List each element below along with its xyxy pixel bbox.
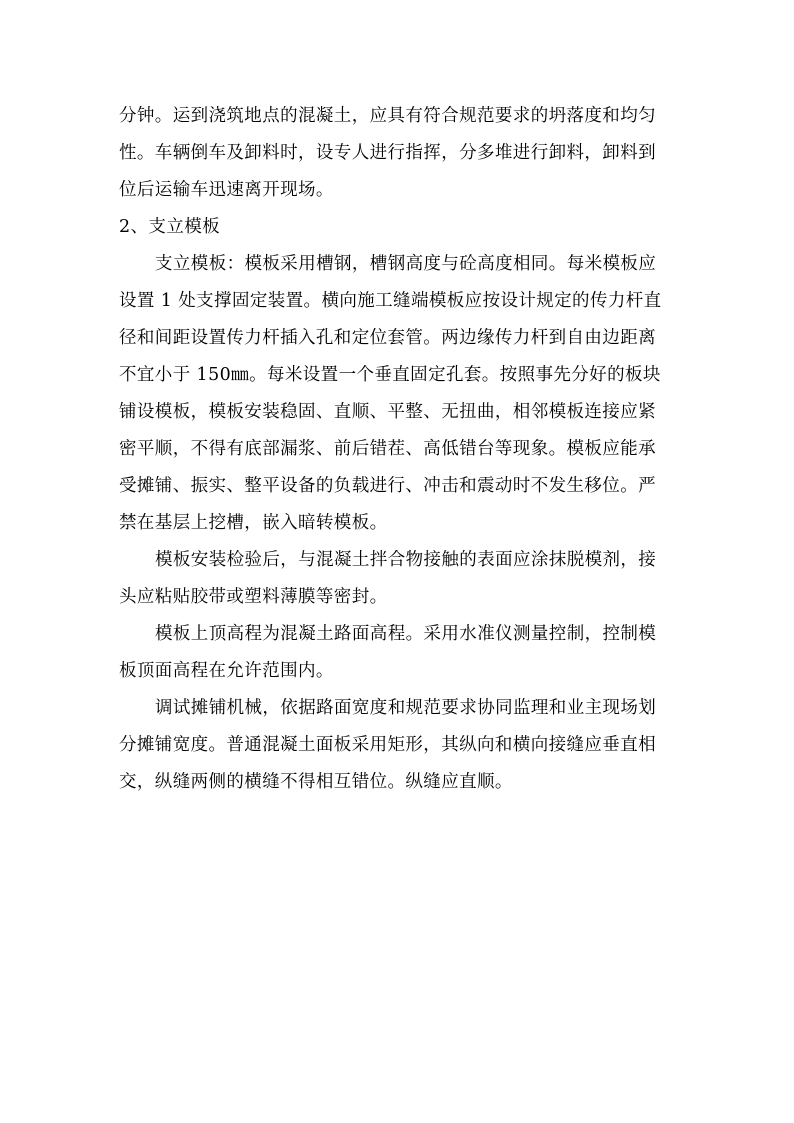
text-line: 设置 1 处支撑固定装置。横向施工缝端模板应按设计规定的传力杆直 (119, 291, 662, 311)
text-line: 板顶面高程在允许范围内。 (119, 661, 334, 681)
text-line: 支立模板：模板采用槽钢，槽钢高度与砼高度相同。每米模板应 (155, 254, 657, 274)
text-line: 模板上顶高程为混凝土路面高程。采用水准仪测量控制，控制模 (155, 624, 657, 644)
text-line: 模板安装检验后，与混凝土拌合物接触的表面应涂抹脱模剂，接 (155, 550, 657, 570)
text-line: 禁在基层上挖槽，嵌入暗转模板。 (119, 513, 388, 533)
text-line: 受摊铺、振实、整平设备的负载进行、冲击和震动时不发生移位。严 (119, 476, 656, 496)
text-line: 不宜小于 150㎜。每米设置一个垂直固定孔套。按照事先分好的板块 (119, 365, 661, 385)
heading-line: 2、支立模板 (119, 217, 221, 237)
section-heading (119, 209, 679, 246)
text-line: 交，纵缝两侧的横缝不得相互错位。纵缝应直顺。 (119, 772, 513, 792)
text-line: 调试摊铺机械，依据路面宽度和规范要求协同监理和业主现场划 (155, 698, 657, 718)
text-line: 铺设模板，模板安装稳固、直顺、平整、无扭曲，相邻模板连接应紧 (119, 402, 656, 422)
paragraph-paver (119, 690, 679, 801)
document-body (119, 98, 679, 801)
text-line: 径和间距设置传力杆插入孔和定位套管。两边缘传力杆到自由边距离 (119, 328, 656, 348)
text-line: 密平顺，不得有底部漏浆、前后错茬、高低错台等现象。模板应能承 (119, 439, 656, 459)
paragraph-transport (119, 98, 679, 209)
text-line: 头应粘贴胶带或塑料薄膜等密封。 (119, 587, 388, 607)
text-line: 性。车辆倒车及卸料时，设专人进行指挥，分多堆进行卸料，卸料到 (119, 143, 656, 163)
paragraph-formwork (119, 246, 679, 542)
text-line: 分钟。运到浇筑地点的混凝土，应具有符合规范要求的坍落度和均匀 (119, 106, 656, 126)
paragraph-elevation (119, 616, 679, 690)
text-line: 位后运输车迅速离开现场。 (119, 180, 334, 200)
paragraph-release-agent (119, 542, 679, 616)
text-line: 分摊铺宽度。普通混凝土面板采用矩形，其纵向和横向接缝应垂直相 (119, 735, 656, 755)
